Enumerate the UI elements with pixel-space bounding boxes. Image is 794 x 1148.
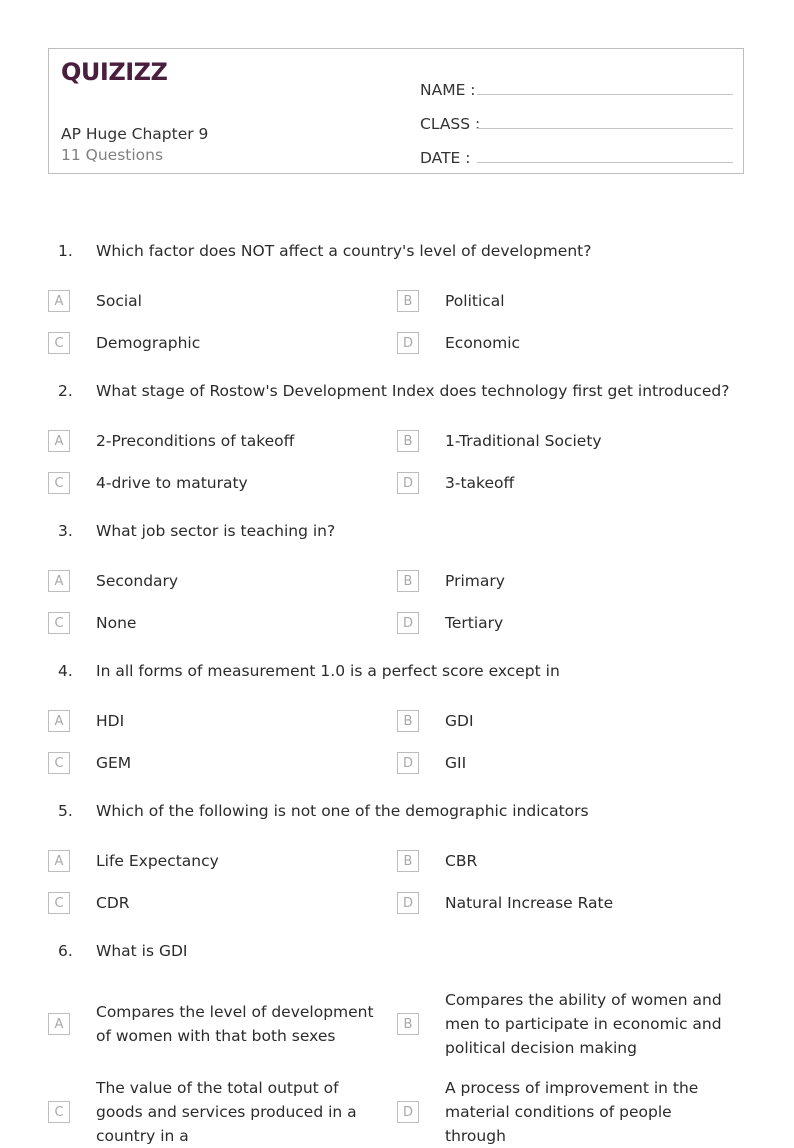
option-text-b: GDI bbox=[445, 712, 474, 730]
question-count: 11 Questions bbox=[61, 146, 164, 164]
option-box-d[interactable]: D bbox=[397, 332, 419, 354]
option-box-a[interactable]: A bbox=[48, 430, 70, 452]
question-text: What job sector is teaching in? bbox=[96, 522, 336, 540]
question-text: Which of the following is not one of the demographic indicators bbox=[96, 802, 589, 820]
option-box-b[interactable]: B bbox=[397, 430, 419, 452]
option-text-d: Natural Increase Rate bbox=[445, 894, 614, 912]
student-info-fields bbox=[420, 67, 733, 169]
class-line[interactable] bbox=[477, 108, 733, 129]
question-number: 1. bbox=[58, 242, 73, 260]
question-number: 5. bbox=[58, 802, 73, 820]
option-text-c: GEM bbox=[96, 754, 132, 772]
option-text-d: Economic bbox=[445, 334, 521, 352]
worksheet-title: AP Huge Chapter 9 bbox=[61, 125, 209, 143]
option-text-b: Primary bbox=[445, 572, 505, 590]
option-box-b[interactable]: B bbox=[397, 570, 419, 592]
option-text-c: The value of the total output of goods and services produced in a country in a bbox=[96, 1079, 357, 1145]
option-text-c: CDR bbox=[96, 894, 130, 912]
option-text-d: 3-takeoff bbox=[445, 474, 515, 492]
question-text: What is GDI bbox=[96, 942, 188, 960]
question-text: What stage of Rostow's Development Index does technology first get introduced? bbox=[96, 382, 730, 400]
option-text-a: Secondary bbox=[96, 572, 179, 590]
option-box-a[interactable]: A bbox=[48, 710, 70, 732]
option-box-d[interactable]: D bbox=[397, 1101, 419, 1123]
class-field[interactable] bbox=[420, 101, 733, 135]
option-box-a[interactable]: A bbox=[48, 570, 70, 592]
option-text-b: Political bbox=[445, 292, 505, 310]
option-text-a: Compares the level of development of women with that both sexes bbox=[96, 1003, 374, 1045]
option-box-b[interactable]: B bbox=[397, 710, 419, 732]
option-text-a: Life Expectancy bbox=[96, 852, 219, 870]
option-box-d[interactable]: D bbox=[397, 612, 419, 634]
question-number: 2. bbox=[58, 382, 73, 400]
option-text-d: GII bbox=[445, 754, 467, 772]
option-box-d[interactable]: D bbox=[397, 472, 419, 494]
question-number: 4. bbox=[58, 662, 73, 680]
date-label: DATE : bbox=[420, 149, 471, 167]
option-box-a[interactable]: A bbox=[48, 850, 70, 872]
option-box-d[interactable]: D bbox=[397, 752, 419, 774]
class-label: CLASS : bbox=[420, 115, 481, 133]
question-text: Which factor does NOT affect a country's level of development? bbox=[96, 242, 592, 260]
option-box-c[interactable]: C bbox=[48, 612, 70, 634]
option-text-c: 4-drive to maturaty bbox=[96, 474, 248, 492]
option-text-d: A process of improvement in the material conditions of people through bbox=[445, 1079, 699, 1145]
worksheet-header bbox=[48, 48, 744, 174]
option-box-a[interactable]: A bbox=[48, 290, 70, 312]
question-text: In all forms of measurement 1.0 is a perfect score except in bbox=[96, 662, 560, 680]
date-field[interactable] bbox=[420, 135, 733, 169]
option-box-c[interactable]: C bbox=[48, 1101, 70, 1123]
name-line[interactable] bbox=[477, 74, 733, 95]
option-box-c[interactable]: C bbox=[48, 332, 70, 354]
name-field[interactable] bbox=[420, 67, 733, 101]
option-text-a: 2-Preconditions of takeoff bbox=[96, 432, 295, 450]
option-box-b[interactable]: B bbox=[397, 290, 419, 312]
option-box-c[interactable]: C bbox=[48, 472, 70, 494]
option-box-d[interactable]: D bbox=[397, 892, 419, 914]
date-line[interactable] bbox=[477, 142, 733, 163]
option-text-a: HDI bbox=[96, 712, 125, 730]
option-text-c: None bbox=[96, 614, 137, 632]
svg-text:QUIZIZZ: QUIZIZZ bbox=[61, 58, 168, 86]
option-text-c: Demographic bbox=[96, 334, 201, 352]
option-text-d: Tertiary bbox=[445, 614, 504, 632]
quizizz-logo bbox=[61, 58, 168, 86]
name-label: NAME : bbox=[420, 81, 476, 99]
option-box-b[interactable]: B bbox=[397, 850, 419, 872]
question-number: 3. bbox=[58, 522, 73, 540]
option-text-b: 1-Traditional Society bbox=[445, 432, 602, 450]
option-box-c[interactable]: C bbox=[48, 752, 70, 774]
option-box-b[interactable]: B bbox=[397, 1013, 419, 1035]
option-box-c[interactable]: C bbox=[48, 892, 70, 914]
option-text-a: Social bbox=[96, 292, 142, 310]
option-box-a[interactable]: A bbox=[48, 1013, 70, 1035]
option-text-b: Compares the ability of women and men to participate in economic and political decision making bbox=[445, 991, 722, 1057]
question-number: 6. bbox=[58, 942, 73, 960]
option-text-b: CBR bbox=[445, 852, 478, 870]
